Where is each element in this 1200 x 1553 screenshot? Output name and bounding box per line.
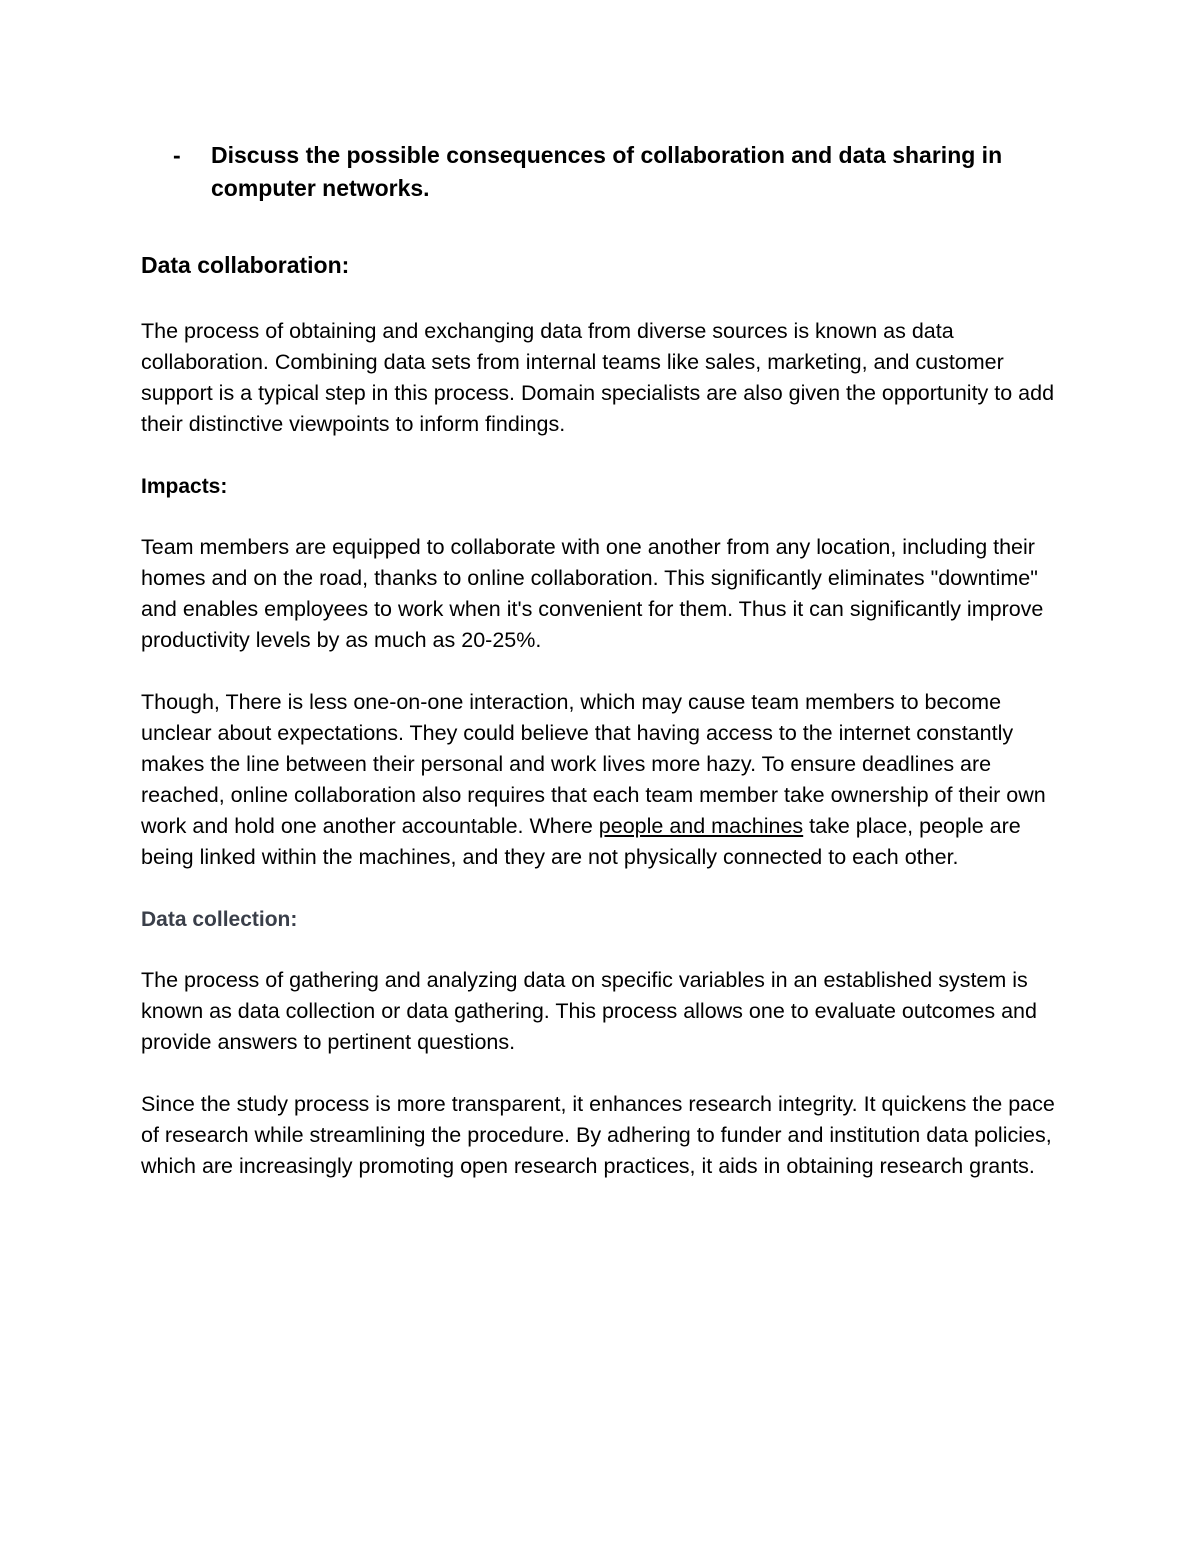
impacts-paragraph-1: Team members are equipped to collaborate with one another from any location, including their homes and on the road, thanks to online collaboration. This significantly eliminates "downtime" and enables employees to work when it's convenient for them. Thus it can significantly improve productivity levels by as much as 20-25%. — [141, 535, 1044, 652]
data-collaboration-paragraph: The process of obtaining and exchanging data from diverse sources is known as data collaboration. Combining data sets from internal teams like sales, marketing, and customer support is a typical step in this process. Domain specialists are also given the opportunity to add their distinctive viewpoints to inform findings. — [141, 319, 1055, 436]
impacts-paragraph-2 — [141, 687, 1071, 873]
data-collection-paragraph-1: The process of gathering and analyzing data on specific variables in an established system is known as data collection or data gathering. This process allows one to evaluate outcomes and provide answers to pertinent questions. — [141, 968, 1037, 1054]
impacts-paragraph-2-text-after: take place, people are being linked within the machines, and they are not physically connected to each other. — [141, 814, 1021, 869]
data-collection-paragraph-2: Since the study process is more transparent, it enhances research integrity. It quickens the pace of research while streamlining the procedure. By adhering to funder and institution data policies, which are increasingly promoting open research practices, it aids in obtaining research grants. — [141, 1092, 1055, 1178]
impacts-heading: Impacts: — [141, 475, 228, 498]
question-bullet — [141, 139, 1071, 205]
people-and-machines-link[interactable]: people and machines — [598, 814, 804, 838]
document-content — [141, 139, 1071, 1213]
bullet-marker: - — [173, 142, 181, 168]
question-text: Discuss the possible consequences of collaboration and data sharing in computer networks. — [211, 142, 1003, 201]
data-collection-heading: Data collection: — [141, 908, 298, 931]
data-collaboration-heading: Data collaboration: — [141, 252, 350, 278]
impacts-paragraph-2-text-before: Though, There is less one-on-one interaction, which may cause team members to become unclear about expectations. They could believe that having access to the internet constantly makes the line between their personal and work lives more hazy. To ensure deadlines are reached, online collaboration also requires that each team member take ownership of their own work and hold one another accountable. Where — [141, 690, 1046, 838]
